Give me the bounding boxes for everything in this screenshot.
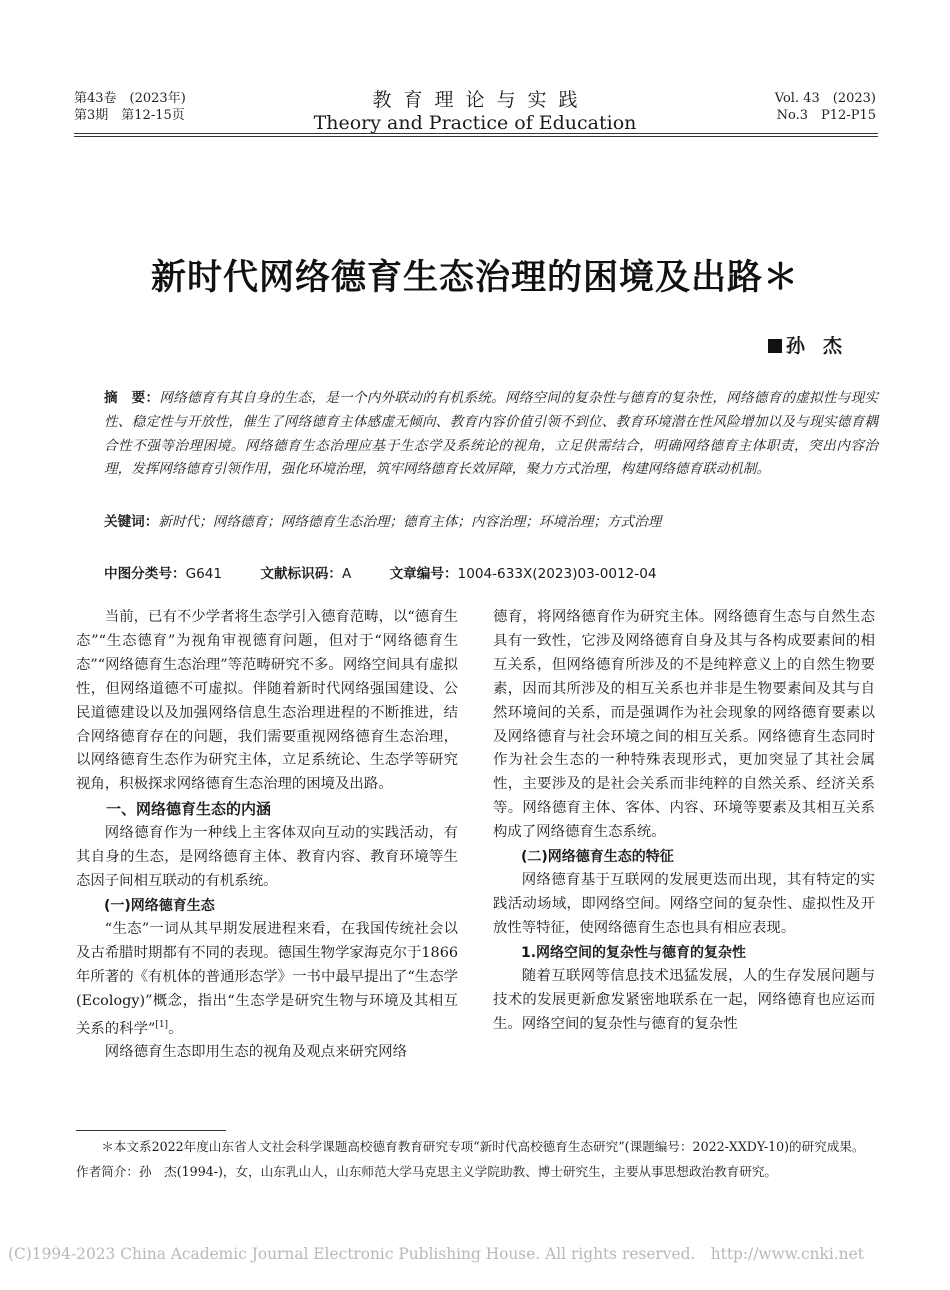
section-heading-1: 一、网络德育生态的内涵 [106, 800, 272, 819]
journal-title-cn: 教育理论与实践 [372, 89, 590, 111]
keywords-label: 关键词： [104, 514, 159, 530]
funding-note: ＊本文系2022年度山东省人文社会科学课题高校德育教育研究专项“新时代高校德育生态研究”(课题编号：2022-XXDY-10)的研究成果。 [101, 1139, 865, 1154]
header-volume-info [74, 90, 254, 124]
keywords-text: 新时代；网络德育；网络德育生态治理；德育主体；内容治理；环境治理；方式治理 [158, 514, 662, 530]
paragraph: 网络德育作为一种线上主客体双向互动的实践活动，有其自身的生态，是网络德育主体、教育内容、教育环境等生态因子间相互联动的有机系统。 [76, 825, 458, 890]
classification-line [104, 563, 878, 585]
citation-ref[interactable]: [1] [155, 1019, 169, 1030]
paragraph: 当前，已有不少学者将生态学引入德育范畴，以“德育生态”“生态德育”为视角审视德育问题，但对于“网络德育生态”“网络德育生态治理”等范畴研究不多。网络空间具有虚拟性，但网络道德不可虚拟。伴随着新时代网络强国建设、公民道德建设以及加强网络信息生态治理进程的不断推进，结合网络德育存在的问题，我们需要重视网络德育生态治理，以网络德育生态作为研究主体，立足系统论、生态学等研究视角，积极探求网络德育生态治理的困境及出路。 [76, 609, 458, 793]
header-volume-info-en [716, 90, 876, 124]
body-column-left [76, 606, 458, 1065]
abstract [104, 387, 878, 482]
header-issue-pages: 第3期 第12-15页 [74, 108, 185, 123]
footnote-rule [76, 1130, 226, 1131]
header-issue-pages-en: No.3 P12-P15 [776, 108, 876, 123]
paragraph-with-citation: “生态”一词从其早期发展进程来看，在我国传统社会以及古希腊时期都有不同的表现。德国生物学家海克尔于1866年所著的《有机体的普通形态学》一书中最早提出了“生态学(Ecology)”概念，指出“生态学是研究生物与环境及其相互关系的科学”[1]。 [76, 920, 458, 1037]
author-bio: 作者简介：孙 杰(1994-)，女，山东乳山人，山东师范大学马克思主义学院助教、博士研究生，主要从事思想政治教育研究。 [76, 1164, 778, 1179]
journal-masthead [300, 88, 650, 134]
clc-number: 中图分类号：G641 [104, 566, 223, 582]
header-rule-secondary [74, 136, 878, 137]
article-title: 新时代网络德育生态治理的困境及出路＊ [150, 258, 799, 298]
header-volume-en: Vol. 43 (2023) [774, 91, 876, 106]
paragraph: 网络德育基于互联网的发展更迭而出现，其有特定的实践活动场域，即网络空间。网络空间的复杂性、虚拟性及开放性等特征，使网络德育生态也具有相应表现。 [493, 872, 875, 936]
paragraph: 随着互联网等信息技术迅猛发展，人的生存发展问题与技术的发展更新愈发紧密地联系在一起，网络德育也应运而生。网络空间的复杂性与德育的复杂性 [493, 967, 875, 1032]
article-number: 文章编号：1004-633X(2023)03-0012-04 [389, 566, 657, 582]
paragraph-continued: 德育，将网络德育作为研究主体。网络德育生态与自然生态具有一致性，它涉及网络德育自身及其与各构成要素间的相互关系，但网络德育所涉及的不是纯粹意义上的自然生物要素，因而其所涉及的相互关系也并非是生物要素间及其与自然环境间的关系，而是强调作为社会现象的网络德育要素以及网络德育与社会环境之间的相互关系。网络德育生态同时作为社会生态的一种特殊表现形式，更加突显了其社会属性，主要涉及的是社会关系而非纯粹的自然关系、经济关系等。网络德育主体、客体、内容、环境等要素及其相互关系构成了网络德育生态系统。 [493, 609, 875, 841]
subsubsection-heading-1: 1.网络空间的复杂性与德育的复杂性 [521, 944, 747, 961]
header-volume: 第43卷 (2023年) [74, 91, 186, 106]
header-rule [74, 133, 878, 134]
author-marker-icon [768, 339, 782, 353]
journal-title-en: Theory and Practice of Education [313, 112, 637, 134]
abstract-text: 网络德育有其自身的生态，是一个内外联动的有机系统。网络空间的复杂性与德育的复杂性，网络德育的虚拟性与现实性、稳定性与开放性，催生了网络德育主体感虚无倾向、教育内容价值引领不到位、教育环境潜在性风险增加以及与现实德育耦合性不强等治理困境。网络德育生态治理应基于生态学及系统论的视角，立足供需结合，明确网络德育主体职责，突出内容治理，发挥网络德育引领作用，强化环境治理，筑牢网络德育长效屏障，聚力方式治理，构建网络德育联动机制。 [104, 390, 879, 478]
copyright-watermark: (C)1994-2023 China Academic Journal Electronic Publishing House. All rights reserved. http://www.cnki.net [8, 1245, 864, 1263]
subsection-heading-2: (二)网络德育生态的特征 [521, 849, 674, 866]
body-column-right [493, 606, 875, 1037]
author-line [660, 331, 860, 358]
author-name: 孙杰 [785, 335, 860, 357]
keywords [104, 510, 878, 534]
paragraph: 网络德育生态即用生态的视角及观点来研究网络 [104, 1044, 408, 1061]
abstract-label: 摘 要： [104, 390, 160, 406]
footnotes [76, 1136, 878, 1182]
document-code: 文献标识码：A [260, 566, 352, 582]
subsection-heading-1: (一)网络德育生态 [104, 897, 215, 914]
